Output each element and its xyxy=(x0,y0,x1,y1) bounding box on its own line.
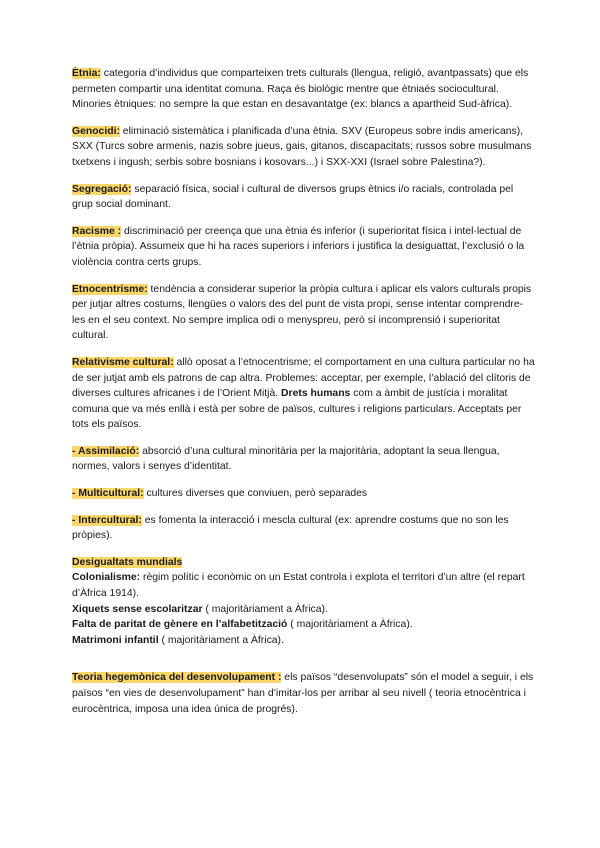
term-matrimoni: Matrimoni infantil xyxy=(72,634,159,646)
term-racisme: Racisme : xyxy=(72,225,122,237)
definition-relativisme: allò oposat a l’etnocentrisme; el comportament en una cultura particular no ha de ser jutjat amb els patrons de cap altra. Problemes: acceptar, per exemple, l’ablació del clítoris de diverses cultures africanes i de l’Orient Mitjà. xyxy=(72,356,535,400)
heading-desigualtats: Desigualtats mundials xyxy=(72,556,183,568)
term-relativisme: Relativisme cultural: xyxy=(72,356,174,368)
term-segregacio: Segregació: xyxy=(72,183,132,195)
definition-paritat: ( majoritàriament a Àfrica). xyxy=(287,619,413,631)
paragraph-racisme xyxy=(72,224,536,271)
term-colonialisme: Colonialisme: xyxy=(72,572,141,584)
term-multicultural: - Multicultural: xyxy=(72,488,144,500)
list-item xyxy=(72,570,536,601)
list-item xyxy=(72,602,536,618)
term-xiquets: Xiquets sense escolaritzar xyxy=(72,603,203,615)
definition-matrimoni: ( majoritàriament a Àfrica). xyxy=(158,634,284,646)
definition-xiquets: ( majoritàriament a Àfrica). xyxy=(202,603,328,615)
paragraph-relativisme xyxy=(72,355,536,433)
definition-segregacio: separació física, social i cultural de diversos grups ètnics i/o racials, controlada pel grup social dominant. xyxy=(72,183,514,211)
definition-teoria: els països “desenvolupats” són el model a seguir, i els països “en vies de desenvolupament” han d’imitar-los per arribar al seu nivell ( teoria etnocèntrica i eurocèntrica, imposa una idea única de progrés). xyxy=(72,672,534,715)
section-desigualtats xyxy=(72,555,536,649)
definition-etnia: categoria d’individus que comparteixen trets culturals (llengua, religió, avantpassats) que els permeten compartir una identitat comuna. Raça és biològic mentre que ètniaés sociocultural. xyxy=(72,68,529,95)
definition-genocidi: eliminació sistemàtica i planificada d’una ètnia. SXV (Europeus sobre indis americans), SXX (Turcs sobre armenis, nazis sobre jueus, gais, gitanos, discapacitats; russos sobre musulmans txetxens i ingush; serbis sobre bosnians i kosovars...) i SXX-XXI (Israel sobre Palestina?). xyxy=(72,125,532,168)
paragraph-multicultural xyxy=(72,486,536,502)
definition-drets-humans: com a àmbit de justícia i moralitat comuna que va més enllà i està per sobre de països, cultures i religions particulars. Acceptats per tots els països. xyxy=(72,388,522,431)
definition-multicultural: cultures diverses que conviuen, però separades xyxy=(143,488,368,500)
list-item xyxy=(72,633,536,649)
paragraph-teoria xyxy=(72,670,536,717)
paragraph-intercultural xyxy=(72,513,536,544)
definition-racisme: discriminació per creença que una ètnia és inferior (i superioritat física i intel·lectual de l’ètnia pròpia). Assumeix que hi ha races superiors i inferiors i justifica la desiguattat, l’exclusió o la violència contra certs grups. xyxy=(72,225,525,268)
term-teoria: Teoria hegemònica del desenvolupament : xyxy=(72,672,282,684)
term-assimilacio: - Assimilació: xyxy=(72,445,140,457)
paragraph-genocidi xyxy=(72,124,536,171)
paragraph-segregacio xyxy=(72,182,536,213)
minories-etniques: Minories ètniques: no sempre la que estan en desavantatge (ex: blancs a apartheid Sud-àfrica). xyxy=(72,99,513,111)
term-intercultural: - Intercultural: xyxy=(72,514,142,526)
term-genocidi: Genocidi: xyxy=(72,125,120,137)
term-drets-humans: Drets humans xyxy=(281,388,351,400)
definition-colonialisme: règim polític i econòmic on un Estat controla i explota el territori d’un altre (el repart d’Àfrica 1914). xyxy=(72,572,525,600)
paragraph-etnia xyxy=(72,66,536,113)
definition-etnocentrisme: tendència a considerar superior la pròpia cultura i aplicar els valors culturals propis per jutjar altres costums, llengües o valors des del punt de vista propi, sense intentar comprendre-les en el seu context. No sempre implica odi o menyspreu, però sí incomprensió i superioritat cultural. xyxy=(72,283,532,342)
term-etnia: Ètnia: xyxy=(72,68,101,79)
term-paritat: Falta de paritat de gènere en l’alfabetització xyxy=(72,619,288,631)
definition-assimilacio: absorció d’una cultural minoritària per la majoritària, adoptant la seua llengua, normes, valors i senyes d’identitat. xyxy=(72,445,500,473)
paragraph-assimilacio xyxy=(72,444,536,475)
paragraph-etnocentrisme xyxy=(72,282,536,344)
definition-intercultural: es fomenta la interacció i mescla cultural (ex: aprendre costums que no son les pròpies). xyxy=(72,514,509,542)
list-item xyxy=(72,617,536,633)
term-etnocentrisme: Etnocentrisme: xyxy=(72,283,148,295)
